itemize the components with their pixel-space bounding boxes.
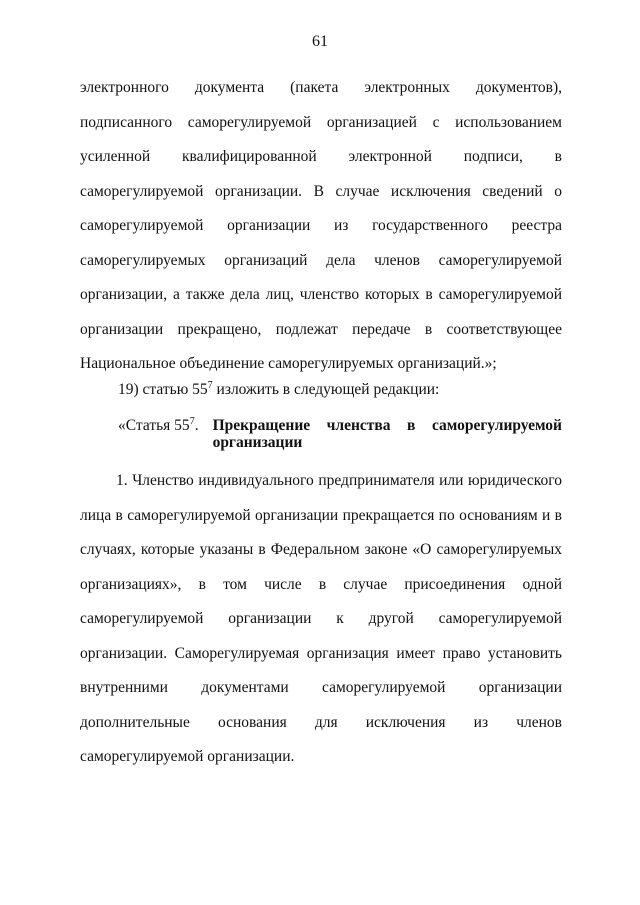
article-superscript: 7	[189, 415, 195, 427]
item19-prefix: 19) статью 55	[118, 381, 208, 398]
heading-word: членства	[326, 417, 391, 434]
page-number: 61	[312, 33, 328, 50]
heading-word: Прекращение	[212, 417, 311, 434]
article-prefix: «Статья 55	[118, 417, 190, 434]
continuation-paragraph: электронного документа (пакета электронных документов), подписанного саморегулируемой организацией с использованием усиленной квалифицированной электронной подписи, в саморегулируемой организации. В случае исключения сведений о саморегулируемой организации из государственного реестра саморегулируемых организаций дела членов саморегулируемой организации, а также дела лиц, членство которых в саморегулируемой организации прекращено, подлежат передаче в соответствующее Национальное объединение саморегулируемых организаций.»;	[80, 79, 562, 372]
article-heading-line1	[213, 417, 562, 434]
continuation-paragraph-block	[80, 71, 562, 382]
article-heading-line2: организации	[212, 434, 303, 451]
article-paragraph-1: 1. Членство индивидуального предпринимателя или юридического лица в саморегулируемой организации прекращается по основаниям и в случаях, которые указаны в Федеральном законе «О саморегулируемых организациях», в том числе в случае присоединения одной саморегулируемой организации к другой саморегулируемой организации. Саморегулируемая организация имеет право установить внутренними документами саморегулируемой организации дополнительные основания для исключения из членов саморегулируемой организации.	[80, 472, 562, 765]
article-number	[118, 417, 199, 451]
amendment-item-19	[118, 380, 439, 400]
article-header	[118, 417, 562, 451]
item19-suffix: изложить в следующей редакции:	[212, 381, 440, 398]
article-body	[80, 464, 562, 775]
heading-word: в	[407, 417, 416, 434]
heading-word: саморегулируемой	[431, 417, 562, 434]
item19-superscript: 7	[207, 379, 213, 391]
article-heading	[213, 417, 562, 451]
article-dot: .	[194, 417, 199, 434]
